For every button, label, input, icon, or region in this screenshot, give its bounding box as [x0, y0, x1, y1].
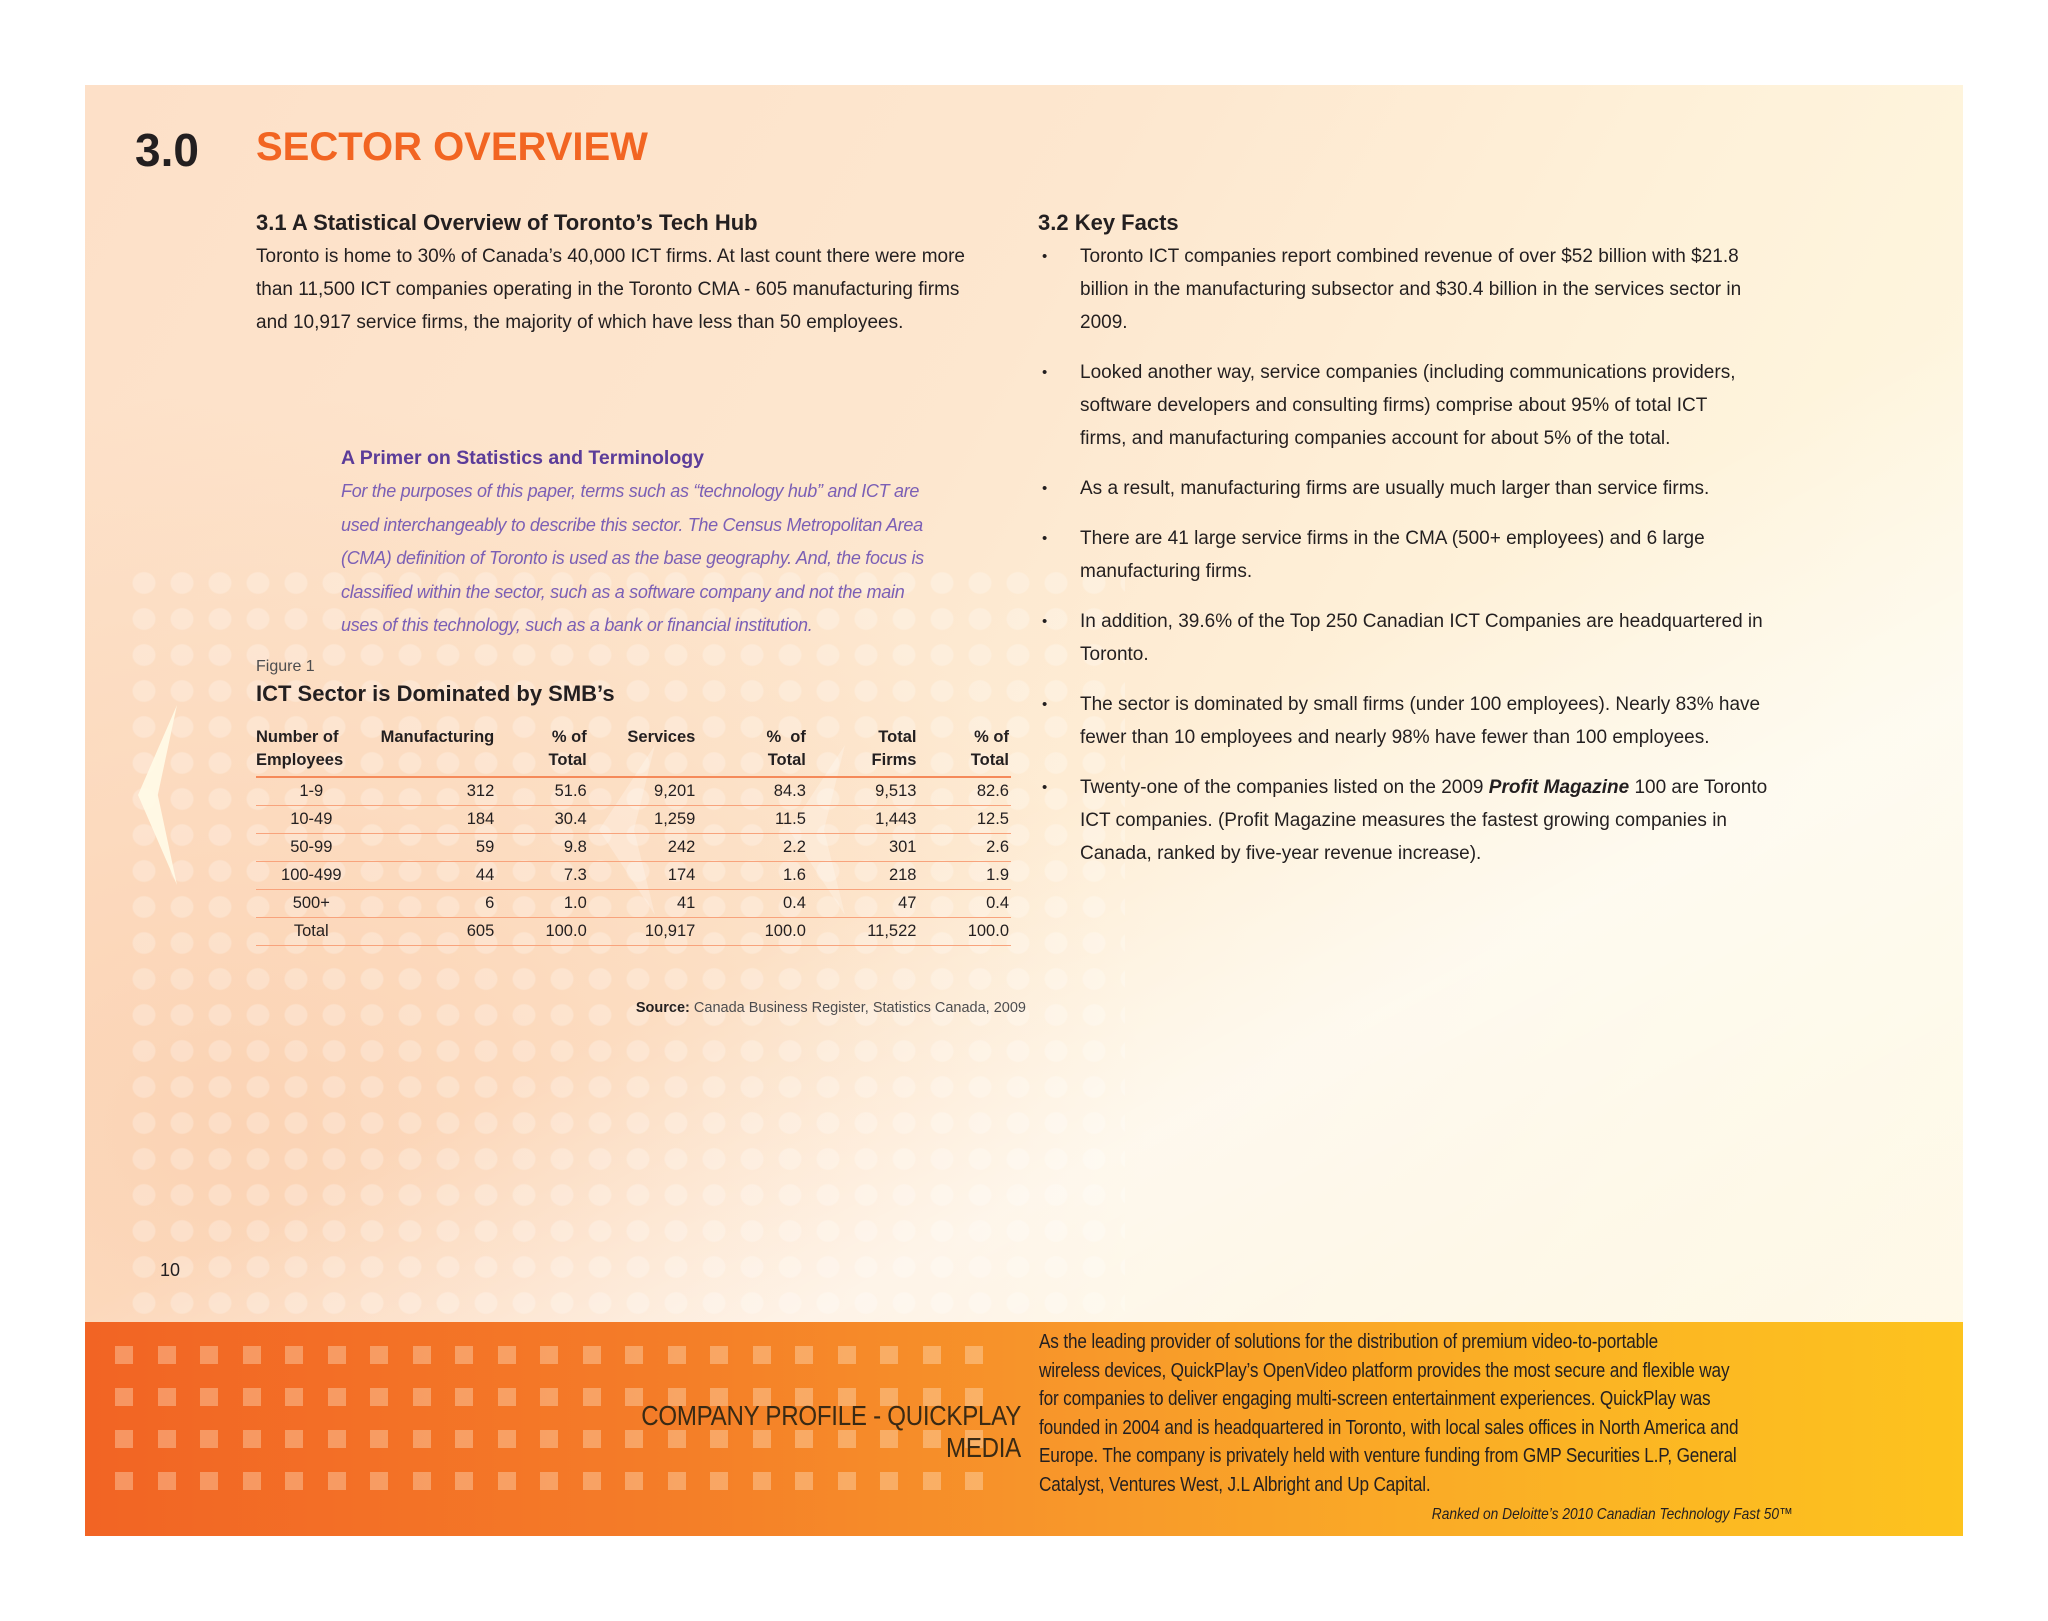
figure-title: ICT Sector is Dominated by SMB’s: [256, 681, 615, 706]
table-cell: 11.5: [697, 806, 808, 834]
list-item: • Toronto ICT companies report combined revenue of over $52 billion with $21.8 billion in the manufacturing subsector and $30.4 billion in the services sector in 2009.: [1038, 240, 1888, 339]
decorative-square: [455, 1346, 473, 1364]
table-cell: 100.0: [496, 918, 588, 946]
primer-title: A Primer on Statistics and Terminology: [341, 447, 704, 469]
subsection-heading: 3.1 A Statistical Overview of Toronto’s Tech Hub: [256, 210, 758, 235]
decorative-square: [710, 1472, 728, 1490]
magazine-name: Profit Magazine: [1488, 777, 1630, 798]
table-cell: 11,522: [808, 918, 919, 946]
table-cell: 242: [589, 834, 698, 862]
table-cell: 1,443: [808, 806, 919, 834]
list-item: • Looked another way, service companies (including communications providers, software developers and consulting firms) comprise about 95% of total ICT firms, and manufacturing companies account for about 5% of the total.: [1038, 356, 1888, 455]
section-title: SECTOR OVERVIEW: [256, 125, 648, 169]
primer-line: (CMA) definition of Toronto is used as the base geography. And, the focus is: [341, 548, 924, 568]
decorative-square: [625, 1346, 643, 1364]
decorative-square: [838, 1472, 856, 1490]
bullet-icon: •: [1042, 779, 1048, 796]
column-header: % of Total: [496, 726, 588, 777]
decorative-square: [328, 1346, 346, 1364]
decorative-square: [243, 1346, 261, 1364]
column-header: Number of Employees: [256, 726, 369, 777]
decorative-square: [413, 1388, 431, 1406]
decorative-square: [795, 1346, 813, 1364]
table-row: [256, 834, 1011, 862]
decorative-square: [370, 1346, 388, 1364]
table-cell: 9,201: [589, 777, 698, 806]
decorative-square: [498, 1430, 516, 1448]
decorative-square: [583, 1346, 601, 1364]
paragraph-line: Toronto is home to 30% of Canada’s 40,000 ICT firms. At last count there were more: [256, 246, 965, 267]
table-cell: 44: [369, 862, 497, 890]
table-cell: 47: [808, 890, 919, 918]
decorative-square: [328, 1430, 346, 1448]
table-cell: 500+: [256, 890, 369, 918]
decorative-square: [243, 1472, 261, 1490]
decorative-square: [243, 1388, 261, 1406]
table-cell: 7.3: [496, 862, 588, 890]
decorative-square: [498, 1346, 516, 1364]
decorative-square: [668, 1346, 686, 1364]
bullet-icon: •: [1042, 696, 1048, 713]
table-cell: 9.8: [496, 834, 588, 862]
table-cell: 50-99: [256, 834, 369, 862]
source-label: Source:: [635, 1000, 690, 1016]
decorative-square: [370, 1388, 388, 1406]
report-page: [85, 85, 1963, 1536]
decorative-square: [838, 1346, 856, 1364]
table-cell: 51.6: [496, 777, 588, 806]
decorative-square: [243, 1430, 261, 1448]
source-text: Canada Business Register, Statistics Canada, 2009: [693, 1000, 1026, 1016]
table-cell: 1.0: [496, 890, 588, 918]
primer-line: For the purposes of this paper, terms such as “technology hub” and ICT are: [341, 481, 920, 501]
decorative-square: [413, 1346, 431, 1364]
decorative-square: [923, 1472, 941, 1490]
decorative-square: [285, 1430, 303, 1448]
decorative-square: [370, 1472, 388, 1490]
decorative-square: [115, 1472, 133, 1490]
decorative-square: [158, 1388, 176, 1406]
decorative-square: [328, 1388, 346, 1406]
table-cell: 184: [369, 806, 497, 834]
company-profile-text: As the leading provider of solutions for the distribution of premium video-to-portable wireless devices, QuickPlay’s OpenVideo platform provides the most secure and flexible way for companies to deliver engaging multi-screen entertainment experiences. QuickPlay was founded in 2004 and is headquartered in Toronto, with local sales offices in North America and Europe. The company is privately held with venture funding from GMP Securities L.P, General Catalyst, Ventures West, J.L Albright and Up Capital.: [1039, 1331, 1739, 1496]
list-item: • In addition, 39.6% of the Top 250 Canadian ICT Companies are headquartered in Toronto.: [1038, 605, 1888, 671]
table-cell: Total: [256, 918, 369, 946]
decorative-square: [158, 1430, 176, 1448]
table-cell: 10,917: [589, 918, 698, 946]
paragraph-line: and 10,917 service firms, the majority of which have less than 50 employees.: [256, 312, 904, 333]
key-facts-list: [1038, 240, 1888, 870]
table-row: [256, 806, 1011, 834]
table-cell: 312: [369, 777, 497, 806]
decorative-square: [413, 1430, 431, 1448]
column-header: % of Total: [697, 726, 808, 777]
primer-line: used interchangeably to describe this sector. The Census Metropolitan Area: [341, 514, 923, 535]
decorative-square: [540, 1388, 558, 1406]
table-cell: 301: [808, 834, 919, 862]
decorative-square: [200, 1430, 218, 1448]
table-header-row: [256, 726, 1011, 777]
table-cell: 59: [369, 834, 497, 862]
table-cell: 174: [589, 862, 698, 890]
decorative-square: [880, 1346, 898, 1364]
decorative-square: [753, 1472, 771, 1490]
primer-box: [341, 443, 961, 643]
column-header: Services: [589, 726, 698, 777]
section-number: 3.0: [135, 124, 199, 176]
company-profile-title: COMPANY PROFILE - QUICKPLAY MEDIA: [641, 1400, 1021, 1463]
decorative-square: [285, 1472, 303, 1490]
decorative-square: [413, 1472, 431, 1490]
decorative-square: [923, 1346, 941, 1364]
decorative-square: [540, 1346, 558, 1364]
bullet-icon: •: [1042, 364, 1048, 381]
decorative-square: [583, 1472, 601, 1490]
decorative-square: [625, 1472, 643, 1490]
decorative-square: [158, 1472, 176, 1490]
table-cell: 0.4: [697, 890, 808, 918]
table-cell: 1.9: [918, 862, 1011, 890]
table-row: [256, 890, 1011, 918]
decorative-square: [370, 1430, 388, 1448]
list-item: • As a result, manufacturing firms are usually much larger than service firms.: [1038, 472, 1888, 505]
table-cell: 2.6: [918, 834, 1011, 862]
table-cell: 218: [808, 862, 919, 890]
column-header: Manufacturing: [369, 726, 497, 777]
table-cell: 1,259: [589, 806, 698, 834]
table-cell: 12.5: [918, 806, 1011, 834]
table-cell: 30.4: [496, 806, 588, 834]
decorative-square: [115, 1388, 133, 1406]
decorative-square: [498, 1472, 516, 1490]
column-header: Total Firms: [808, 726, 919, 777]
bullet-icon: •: [1042, 530, 1048, 547]
paragraph-line: than 11,500 ICT companies operating in the Toronto CMA - 605 manufacturing firms: [256, 279, 960, 300]
decorative-square: [200, 1346, 218, 1364]
ict-sector-table: [256, 726, 1011, 946]
decorative-square: [455, 1430, 473, 1448]
table-cell: 100.0: [697, 918, 808, 946]
figure-label: Figure 1: [256, 658, 315, 675]
table-cell: 10-49: [256, 806, 369, 834]
decorative-square: [285, 1388, 303, 1406]
table-cell: 1-9: [256, 777, 369, 806]
table-row: [256, 862, 1011, 890]
decorative-square: [285, 1346, 303, 1364]
table-source: [271, 1000, 1026, 1016]
decorative-square: [328, 1472, 346, 1490]
decorative-square: [540, 1430, 558, 1448]
table-cell: 82.6: [918, 777, 1011, 806]
primer-text: [341, 475, 961, 643]
key-facts-column: [1038, 208, 1888, 887]
table-cell: 2.2: [697, 834, 808, 862]
overview-paragraph: [256, 240, 1026, 339]
table-cell: 0.4: [918, 890, 1011, 918]
bullet-icon: •: [1042, 613, 1048, 630]
decorative-square: [583, 1388, 601, 1406]
decorative-square: [710, 1346, 728, 1364]
decorative-square: [965, 1472, 983, 1490]
subsection-heading: 3.2 Key Facts: [1038, 210, 1179, 235]
table-cell: 605: [369, 918, 497, 946]
decorative-square: [753, 1346, 771, 1364]
bullet-icon: •: [1042, 480, 1048, 497]
list-item: • Twenty-one of the companies listed on the 2009 Profit Magazine 100 are Toronto ICT companies. (Profit Magazine measures the fastest growing companies in Canada, ranked by five-year revenue increase).: [1038, 771, 1888, 870]
decorative-square: [200, 1388, 218, 1406]
decorative-square: [498, 1388, 516, 1406]
table-total-row: [256, 918, 1011, 946]
table-cell: 100.0: [918, 918, 1011, 946]
table-row: [256, 777, 1011, 806]
decorative-square: [795, 1472, 813, 1490]
decorative-square: [115, 1430, 133, 1448]
company-profile-banner: [85, 1322, 1963, 1536]
decorative-square: [880, 1472, 898, 1490]
decorative-square: [540, 1472, 558, 1490]
list-item: • The sector is dominated by small firms (under 100 employees). Nearly 83% have fewer than 10 employees and nearly 98% have fewer than 100 employees.: [1038, 688, 1888, 754]
decorative-square: [115, 1346, 133, 1364]
decorative-square: [965, 1346, 983, 1364]
decorative-square: [200, 1472, 218, 1490]
list-item: • There are 41 large service firms in the CMA (500+ employees) and 6 large manufacturing firms.: [1038, 522, 1888, 588]
decorative-square: [668, 1472, 686, 1490]
table-cell: 41: [589, 890, 698, 918]
primer-line: uses of this technology, such as a bank or financial institution.: [341, 615, 813, 635]
decorative-square: [583, 1430, 601, 1448]
table-cell: 1.6: [697, 862, 808, 890]
table-cell: 100-499: [256, 862, 369, 890]
column-header: % of Total: [918, 726, 1011, 777]
primer-line: classified within the sector, such as a software company and not the main: [341, 581, 905, 602]
decorative-square: [455, 1472, 473, 1490]
table-cell: 84.3: [697, 777, 808, 806]
ranking-note: Ranked on Deloitte’s 2010 Canadian Technology Fast 50™: [1431, 1506, 1793, 1523]
table-cell: 6: [369, 890, 497, 918]
bullet-icon: •: [1042, 248, 1048, 265]
decorative-square: [455, 1388, 473, 1406]
statistical-overview-column: [256, 208, 1026, 1016]
table-cell: 9,513: [808, 777, 919, 806]
page-number: 10: [160, 1260, 181, 1280]
decorative-square: [158, 1346, 176, 1364]
